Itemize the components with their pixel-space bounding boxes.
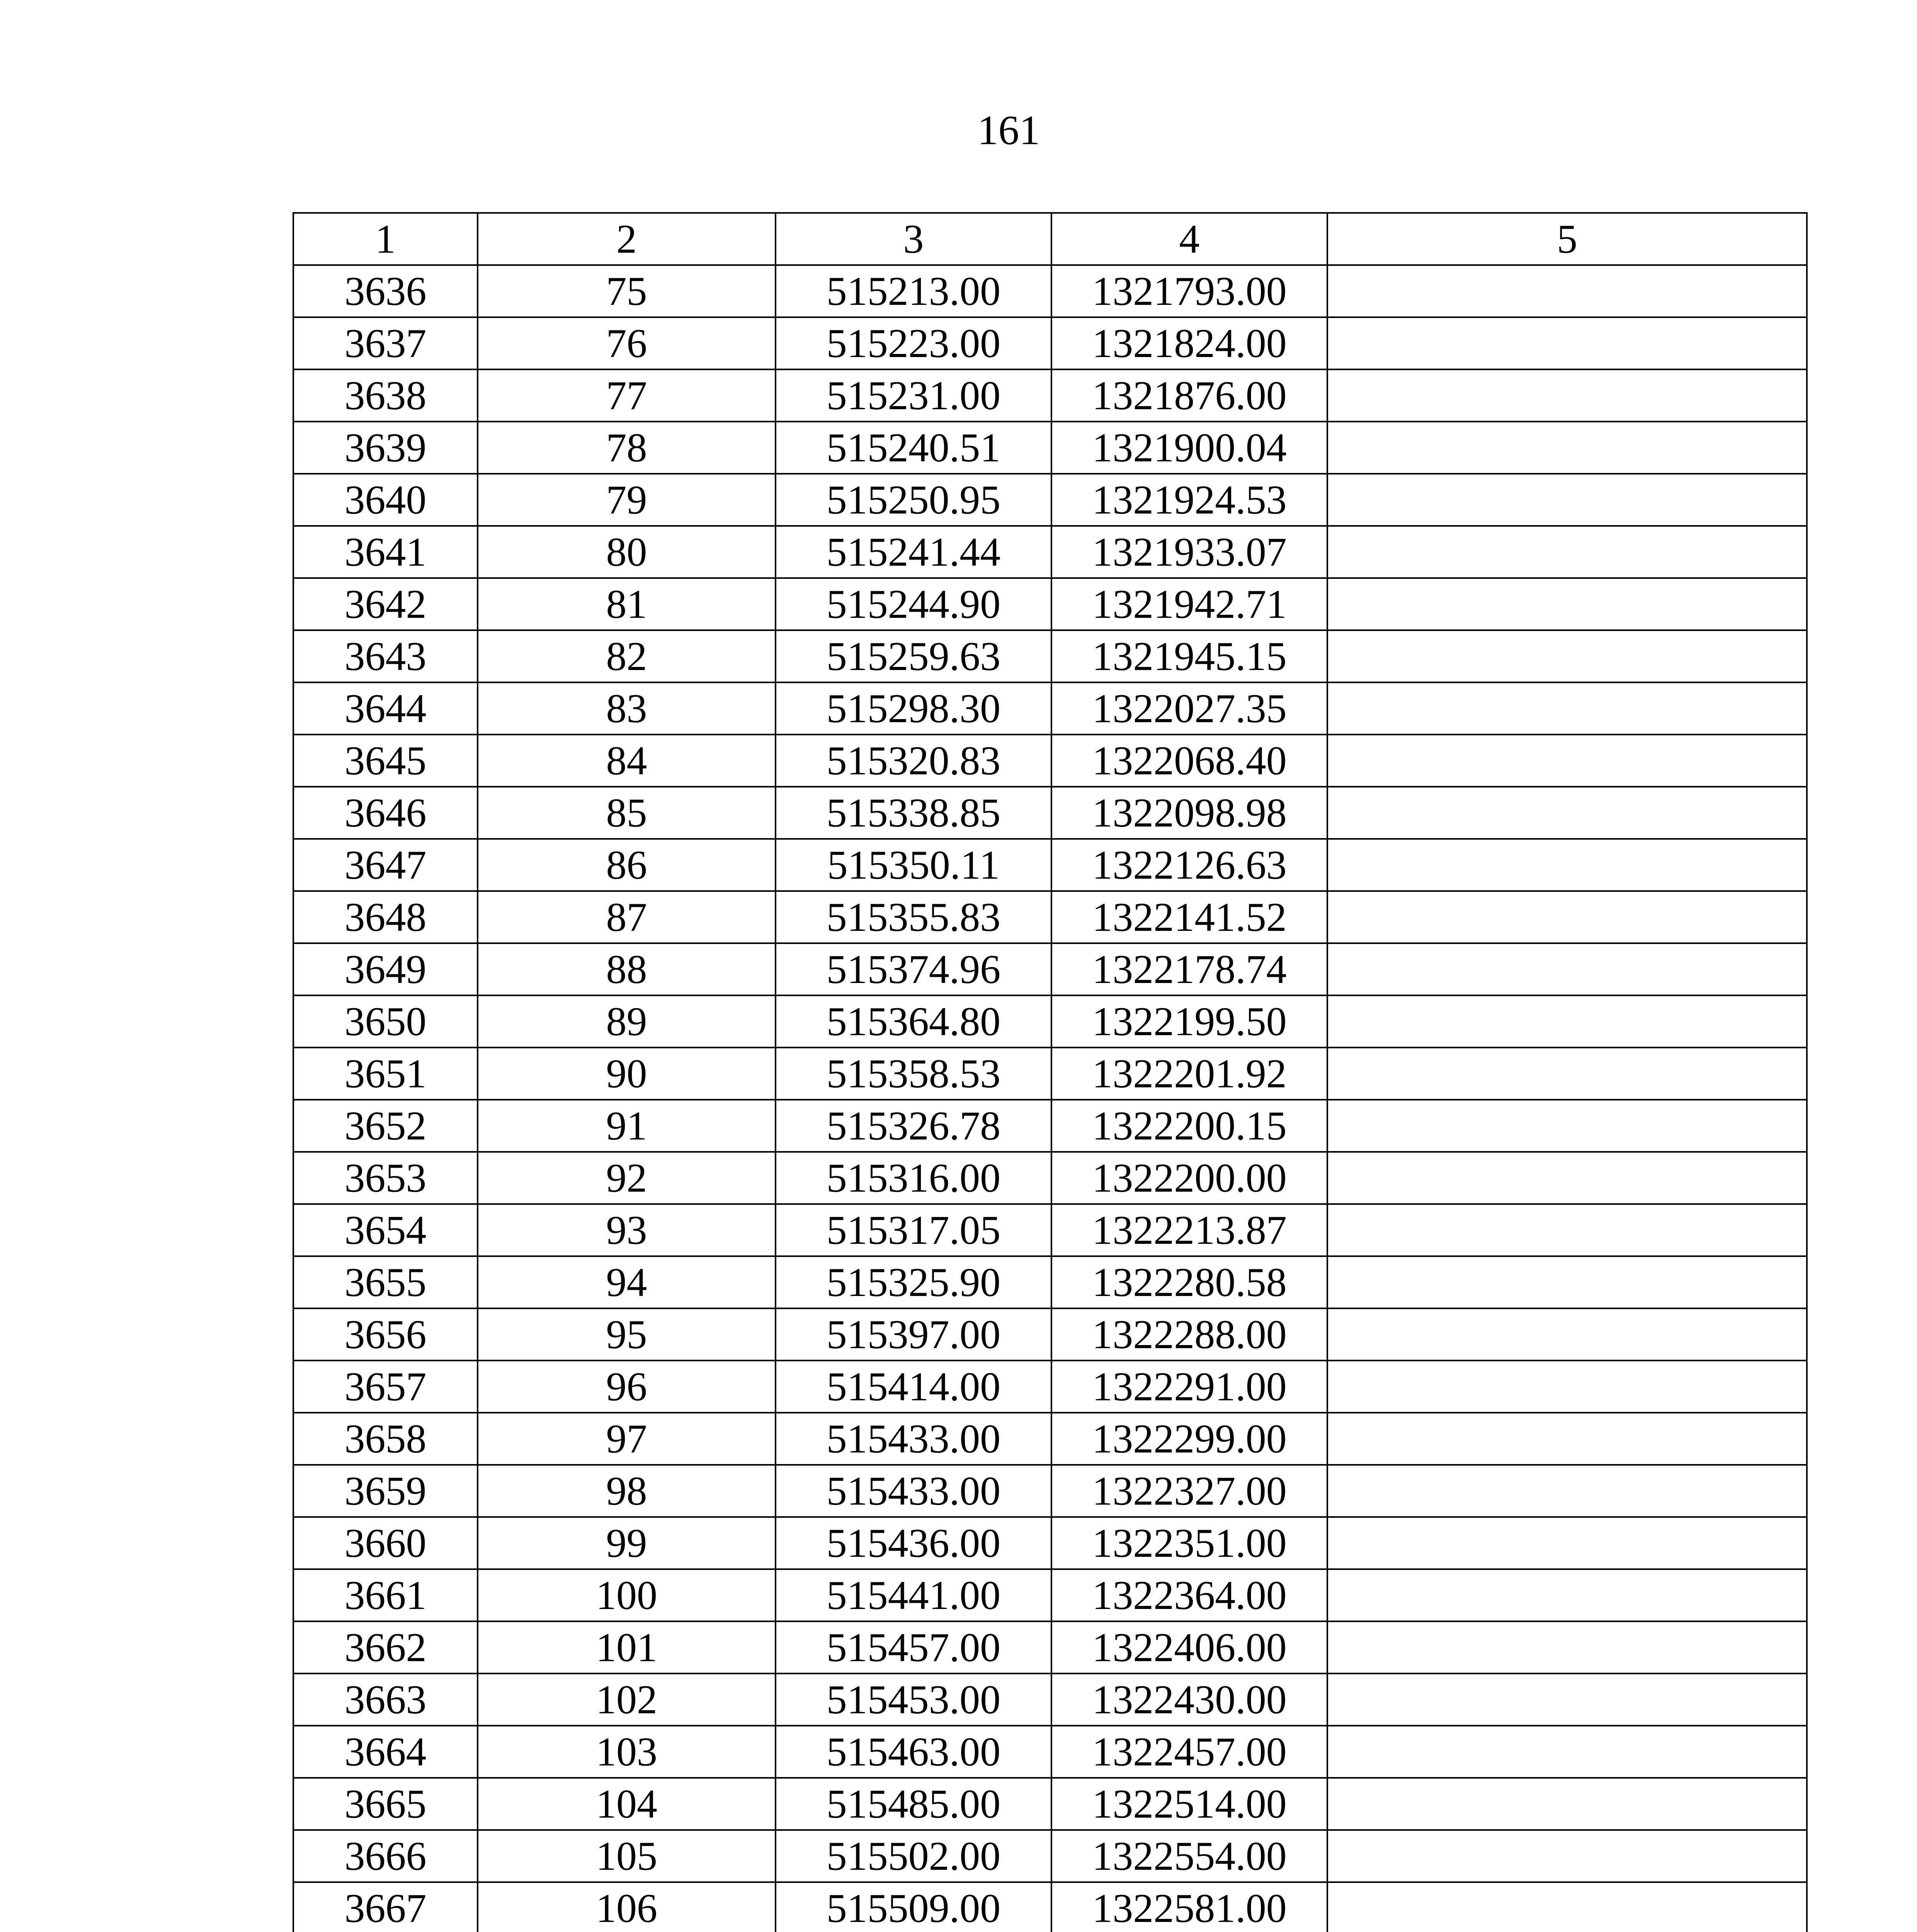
table-cell: 515502.00 [776,1830,1051,1882]
table-cell: 3652 [293,1100,478,1152]
table-row [293,1726,1807,1778]
table-cell: 3638 [293,369,478,422]
table-row [293,317,1807,369]
table-cell [1327,1100,1807,1152]
table-cell: 3659 [293,1465,478,1517]
table-row [293,839,1807,891]
table-cell: 3656 [293,1308,478,1361]
table-cell: 94 [478,1256,776,1308]
table-cell: 1321924.53 [1051,474,1327,526]
table-cell: 82 [478,630,776,682]
column-header: 2 [478,213,776,265]
table-cell: 98 [478,1465,776,1517]
table-cell [1327,787,1807,839]
table-cell: 1322027.35 [1051,682,1327,735]
table-cell [1327,1308,1807,1361]
table-cell: 3640 [293,474,478,526]
table-cell [1327,526,1807,578]
table-cell: 91 [478,1100,776,1152]
table-cell: 515240.51 [776,422,1051,474]
table-cell [1327,1882,1807,1932]
table-cell [1327,1048,1807,1100]
table-cell: 77 [478,369,776,422]
table-cell: 515433.00 [776,1465,1051,1517]
table-row [293,787,1807,839]
table-cell: 1322178.74 [1051,943,1327,995]
table-row [293,1256,1807,1308]
coordinates-table [293,212,1808,1932]
table-row [293,682,1807,735]
table-cell [1327,1256,1807,1308]
table-cell: 1322200.15 [1051,1100,1327,1152]
table-cell [1327,943,1807,995]
table-cell: 1322514.00 [1051,1778,1327,1830]
table-row [293,1361,1807,1413]
table-cell: 1322280.58 [1051,1256,1327,1308]
table-cell [1327,891,1807,943]
table-row [293,422,1807,474]
table-cell [1327,578,1807,630]
table-cell: 515433.00 [776,1413,1051,1465]
table-row [293,630,1807,682]
table-cell: 86 [478,839,776,891]
table-cell: 3644 [293,682,478,735]
column-header: 4 [1051,213,1327,265]
table-row [293,526,1807,578]
table-row [293,1308,1807,1361]
table-cell: 515326.78 [776,1100,1051,1152]
table-cell: 75 [478,265,776,317]
table-cell: 515355.83 [776,891,1051,943]
table-cell: 515436.00 [776,1517,1051,1569]
table-cell [1327,1517,1807,1569]
table-row [293,1413,1807,1465]
table-cell: 1322141.52 [1051,891,1327,943]
table-cell: 3655 [293,1256,478,1308]
table-cell: 85 [478,787,776,839]
table-cell: 81 [478,578,776,630]
table-cell: 515364.80 [776,995,1051,1048]
table-cell: 515213.00 [776,265,1051,317]
table-cell: 3639 [293,422,478,474]
table-cell: 1322068.40 [1051,735,1327,787]
table-cell [1327,317,1807,369]
table-row [293,891,1807,943]
table-cell: 3645 [293,735,478,787]
column-header: 5 [1327,213,1807,265]
table-cell: 515441.00 [776,1569,1051,1621]
table-cell: 515259.63 [776,630,1051,682]
column-header: 3 [776,213,1051,265]
table-cell: 1322213.87 [1051,1204,1327,1256]
table-cell: 515457.00 [776,1621,1051,1673]
table-cell: 87 [478,891,776,943]
table-cell: 515350.11 [776,839,1051,891]
table-cell: 515453.00 [776,1673,1051,1726]
table-row [293,474,1807,526]
header-row [293,213,1807,265]
table-cell: 84 [478,735,776,787]
table-cell: 515463.00 [776,1726,1051,1778]
table-cell: 103 [478,1726,776,1778]
table-cell: 3649 [293,943,478,995]
table-cell: 1322364.00 [1051,1569,1327,1621]
column-header: 1 [293,213,478,265]
table-cell: 515231.00 [776,369,1051,422]
table-cell: 515325.90 [776,1256,1051,1308]
table-row [293,1152,1807,1204]
table-cell: 515244.90 [776,578,1051,630]
table-cell: 102 [478,1673,776,1726]
table-cell: 89 [478,995,776,1048]
table-row [293,1569,1807,1621]
table-cell: 515316.00 [776,1152,1051,1204]
table-cell: 105 [478,1830,776,1882]
table-cell: 1322199.50 [1051,995,1327,1048]
table-cell: 97 [478,1413,776,1465]
table-cell: 1322200.00 [1051,1152,1327,1204]
table-cell: 1322406.00 [1051,1621,1327,1673]
table-cell: 3651 [293,1048,478,1100]
table-cell: 1321876.00 [1051,369,1327,422]
table-cell: 1321945.15 [1051,630,1327,682]
table-cell: 3661 [293,1569,478,1621]
table-cell: 78 [478,422,776,474]
table-cell: 515358.53 [776,1048,1051,1100]
table-row [293,265,1807,317]
table-cell: 3636 [293,265,478,317]
table-cell: 515250.95 [776,474,1051,526]
table-cell: 104 [478,1778,776,1830]
table-cell: 83 [478,682,776,735]
table-cell [1327,369,1807,422]
table-cell: 80 [478,526,776,578]
table-cell: 1322201.92 [1051,1048,1327,1100]
table-cell: 3666 [293,1830,478,1882]
table-cell [1327,735,1807,787]
table-cell: 1322327.00 [1051,1465,1327,1517]
table-cell: 3662 [293,1621,478,1673]
table-row [293,943,1807,995]
table-cell: 1322581.00 [1051,1882,1327,1932]
table-cell: 3664 [293,1726,478,1778]
table-row [293,1048,1807,1100]
table-cell [1327,630,1807,682]
table-row [293,1830,1807,1882]
table-cell [1327,682,1807,735]
table-cell: 1322291.00 [1051,1361,1327,1413]
table-body [293,265,1807,1932]
table-cell: 515509.00 [776,1882,1051,1932]
table-row [293,1100,1807,1152]
table-cell: 92 [478,1152,776,1204]
table-cell: 1322351.00 [1051,1517,1327,1569]
table-cell: 88 [478,943,776,995]
table-cell: 515485.00 [776,1778,1051,1830]
table-cell: 515374.96 [776,943,1051,995]
table-cell: 3667 [293,1882,478,1932]
page-number: 161 [977,107,1040,153]
table-cell: 3648 [293,891,478,943]
table-cell [1327,1465,1807,1517]
table-cell: 99 [478,1517,776,1569]
table-cell: 1322457.00 [1051,1726,1327,1778]
table-row [293,369,1807,422]
table-cell: 515414.00 [776,1361,1051,1413]
table-cell [1327,1726,1807,1778]
table-cell [1327,1204,1807,1256]
table-cell [1327,1361,1807,1413]
table-cell [1327,1413,1807,1465]
table-cell: 3646 [293,787,478,839]
table-cell: 100 [478,1569,776,1621]
table-row [293,735,1807,787]
table-cell: 1321793.00 [1051,265,1327,317]
table-cell: 515320.83 [776,735,1051,787]
table-cell: 1322288.00 [1051,1308,1327,1361]
table-cell [1327,1830,1807,1882]
table-cell: 1321900.04 [1051,422,1327,474]
table-cell [1327,1152,1807,1204]
table-cell [1327,265,1807,317]
table-cell: 515338.85 [776,787,1051,839]
table-cell [1327,1673,1807,1726]
table-row [293,578,1807,630]
table-cell: 515397.00 [776,1308,1051,1361]
table-row [293,1778,1807,1830]
table-cell [1327,474,1807,526]
table-cell: 3642 [293,578,478,630]
table-cell: 1322098.98 [1051,787,1327,839]
table-cell: 3641 [293,526,478,578]
table-cell: 515317.05 [776,1204,1051,1256]
table-row [293,1517,1807,1569]
table-cell: 3665 [293,1778,478,1830]
table-cell: 3660 [293,1517,478,1569]
table-cell: 101 [478,1621,776,1673]
table-cell: 515241.44 [776,526,1051,578]
table-cell: 3653 [293,1152,478,1204]
table-row [293,1621,1807,1673]
table-cell: 1322430.00 [1051,1673,1327,1726]
table-cell: 3663 [293,1673,478,1726]
table-cell: 79 [478,474,776,526]
table-cell: 3643 [293,630,478,682]
table-row [293,1882,1807,1932]
table-cell: 106 [478,1882,776,1932]
table-cell [1327,1778,1807,1830]
table-cell: 90 [478,1048,776,1100]
table-row [293,1204,1807,1256]
table-row [293,1465,1807,1517]
table-cell: 76 [478,317,776,369]
table-row [293,995,1807,1048]
table-cell: 1322299.00 [1051,1413,1327,1465]
table-cell: 3637 [293,317,478,369]
table-cell: 1322554.00 [1051,1830,1327,1882]
table-cell: 1322126.63 [1051,839,1327,891]
table-row [293,1673,1807,1726]
table-cell: 1321933.07 [1051,526,1327,578]
table-cell: 95 [478,1308,776,1361]
table-cell [1327,839,1807,891]
table-cell [1327,995,1807,1048]
table-cell: 515298.30 [776,682,1051,735]
table-cell: 3650 [293,995,478,1048]
table-cell: 96 [478,1361,776,1413]
table-cell: 1321942.71 [1051,578,1327,630]
table-cell [1327,422,1807,474]
table-cell: 515223.00 [776,317,1051,369]
table-cell: 3657 [293,1361,478,1413]
table-cell: 3654 [293,1204,478,1256]
table-cell: 1321824.00 [1051,317,1327,369]
table-cell [1327,1621,1807,1673]
table-cell [1327,1569,1807,1621]
table-cell: 3658 [293,1413,478,1465]
table-cell: 3647 [293,839,478,891]
table-cell: 93 [478,1204,776,1256]
